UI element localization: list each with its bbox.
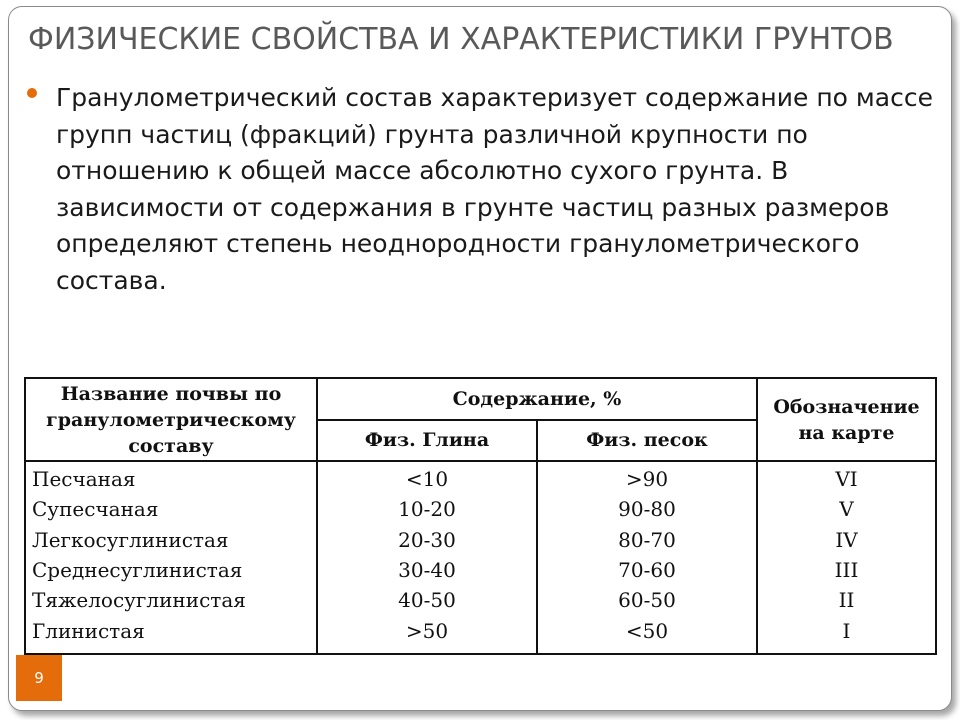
row-sand: 90-80: [618, 497, 676, 522]
row-clay: 10-20: [398, 497, 456, 522]
row-sand: <50: [625, 618, 669, 643]
row-sand: >90: [625, 467, 669, 492]
table-header-row: [25, 378, 936, 420]
row-sand: 80-70: [618, 527, 676, 552]
row-designation: III: [834, 557, 859, 582]
row-designation: IV: [835, 527, 858, 552]
row-name: Тяжелосуглинистая: [32, 588, 246, 613]
row-clay: 20-30: [398, 527, 456, 552]
row-clay: 40-50: [398, 588, 456, 613]
row-sand: 70-60: [618, 557, 676, 582]
column-sand-values: [537, 461, 757, 654]
row-clay: >50: [405, 618, 449, 643]
row-name: Среднесуглинистая: [32, 557, 243, 582]
row-designation: VI: [835, 467, 858, 492]
row-name: Песчаная: [32, 467, 136, 492]
row-designation: V: [839, 497, 854, 522]
row-designation: II: [838, 588, 855, 613]
row-designation: I: [842, 618, 851, 643]
soil-classification-table: [24, 377, 937, 655]
column-clay-values: [317, 461, 537, 654]
row-name: Легкосуглинистая: [32, 527, 229, 552]
bullet-dot-icon: [27, 88, 37, 98]
slide-title: ФИЗИЧЕСКИЕ СВОЙСТВА И ХАРАКТЕРИСТИКИ ГРУНТОВ: [28, 22, 894, 57]
row-name: Супесчаная: [32, 497, 159, 522]
column-soil-names: [25, 461, 317, 654]
header-content: Содержание, %: [317, 378, 757, 420]
header-sand: Физ. песок: [537, 420, 757, 462]
row-clay: 30-40: [398, 557, 456, 582]
row-sand: 60-50: [618, 588, 676, 613]
row-clay: <10: [405, 467, 449, 492]
table-body-row: [25, 461, 936, 654]
bullet-paragraph: Гранулометрический состав характеризует содержание по массе групп частиц (фракций) грунта различной крупности по отношению к общей массе абсолютно сухого грунта. В зависимости от содержания в грунте частиц разных размеров определяют степень неоднородности гранулометрического состава.: [56, 83, 933, 295]
page-number-badge: 9: [16, 655, 62, 701]
header-clay: Физ. Глина: [317, 420, 537, 462]
header-designation: Обозначение на карте: [757, 378, 936, 461]
row-name: Глинистая: [32, 618, 145, 643]
column-designations: [757, 461, 936, 654]
header-soil-name: Название почвы по гранулометрическому составу: [25, 378, 317, 461]
